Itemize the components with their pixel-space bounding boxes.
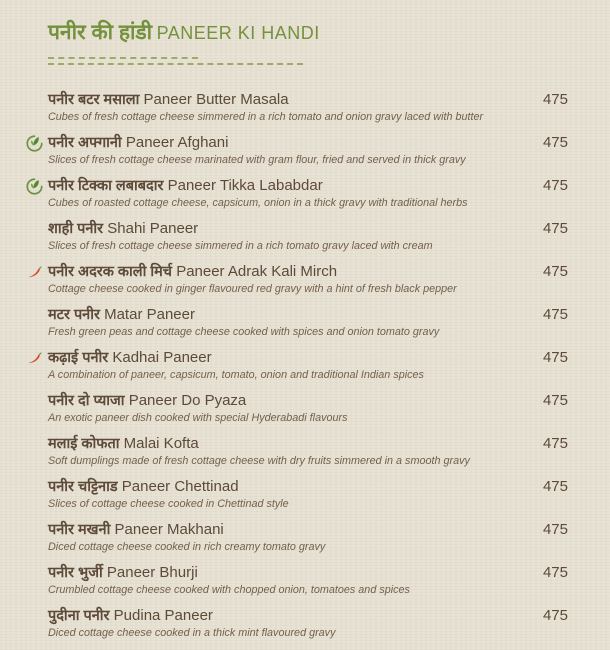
item-title-hindi: कढ़ाई पनीर (48, 350, 109, 366)
item-row (48, 477, 568, 497)
menu-item (48, 262, 568, 296)
item-description: Slices of fresh cottage cheese simmered in a rich tomato gravy laced with cream (48, 240, 433, 252)
menu-item (48, 133, 568, 167)
item-price: 475 (542, 564, 568, 581)
item-price: 475 (542, 392, 568, 409)
item-description: A combination of paneer, capsicum, tomato, onion and traditional Indian spices (48, 369, 424, 381)
menu-item (48, 563, 568, 597)
item-price: 475 (542, 478, 568, 495)
item-title (48, 434, 531, 454)
item-title (48, 133, 531, 153)
item-title-hindi: पनीर भुर्जी (48, 565, 103, 581)
item-title-hindi: पनीर अदरक काली मिर्च (48, 264, 173, 280)
item-title (48, 477, 531, 497)
item-title-hindi: मलाई कोफता (48, 436, 120, 452)
item-icon-slot (26, 436, 43, 453)
menu-item (48, 219, 568, 253)
item-row (48, 348, 568, 368)
item-icon-slot (26, 264, 43, 281)
item-row (48, 176, 568, 196)
item-title-english: Matar Paneer (104, 306, 195, 323)
item-title (48, 262, 531, 282)
item-price: 475 (542, 91, 568, 108)
menu-list (48, 90, 568, 640)
item-title-english: Paneer Adrak Kali Mirch (176, 263, 338, 280)
item-title (48, 90, 531, 110)
menu-item (48, 348, 568, 382)
item-icon-slot (26, 393, 43, 410)
item-icon-slot (26, 307, 43, 324)
item-title-english: Malai Kofta (123, 435, 199, 452)
item-row (48, 305, 568, 325)
item-description: Slices of fresh cottage cheese marinated with gram flour, fried and served in thick gravy (48, 154, 466, 166)
item-row (48, 563, 568, 583)
item-description: Fresh green peas and cottage cheese cooked with spices and onion tomato gravy (48, 326, 440, 338)
item-title-hindi: पनीर अफ्गानी (48, 135, 122, 151)
spicy-chili-icon (26, 264, 43, 281)
item-title-hindi: पनीर दो प्याजा (48, 393, 125, 409)
item-row (48, 90, 568, 110)
item-title-hindi: पनीर बटर मसाला (48, 92, 140, 108)
page-title (48, 18, 568, 46)
item-title-english: Paneer Tikka Lababdar (167, 177, 323, 194)
item-price: 475 (542, 134, 568, 151)
item-icon-slot (26, 479, 43, 496)
menu-item (48, 434, 568, 468)
item-price: 475 (542, 263, 568, 280)
item-title-hindi: पनीर टिक्का लबाबदार (48, 178, 164, 194)
item-icon-slot (26, 178, 43, 195)
item-title-hindi: पुदीना पनीर (48, 608, 110, 624)
menu-item (48, 477, 568, 511)
veg-leaf-icon (26, 178, 43, 195)
item-description: Cubes of fresh cottage cheese simmered in a rich tomato and onion gravy laced with butter (48, 111, 484, 123)
item-price: 475 (542, 435, 568, 452)
item-title (48, 563, 531, 583)
item-description: Diced cottage cheese cooked in a thick mint flavoured gravy (48, 627, 336, 639)
item-icon-slot (26, 135, 43, 152)
item-title-english: Paneer Afghani (125, 134, 229, 151)
item-price: 475 (542, 521, 568, 538)
item-description: Cubes of roasted cottage cheese, capsicum, onion in a thick gravy with traditional herbs (48, 197, 468, 209)
item-title (48, 219, 531, 239)
item-price: 475 (542, 177, 568, 194)
item-description: An exotic paneer dish cooked with special Hyderabadi flavours (48, 412, 348, 424)
item-title-english: Paneer Butter Masala (143, 91, 289, 108)
item-title-hindi: पनीर मखनी (48, 522, 111, 538)
item-title-hindi: पनीर चट्टिनाड (48, 479, 118, 495)
item-price: 475 (542, 220, 568, 237)
item-row (48, 262, 568, 282)
item-title (48, 606, 531, 626)
item-row (48, 606, 568, 626)
item-icon-slot (26, 92, 43, 109)
item-title-hindi: शाही पनीर (48, 221, 104, 237)
menu-item (48, 391, 568, 425)
menu-item (48, 90, 568, 124)
item-title-english: Paneer Bhurji (106, 564, 198, 581)
item-title-english: Paneer Chettinad (121, 478, 239, 495)
item-title (48, 520, 531, 540)
item-title-english: Paneer Do Pyaza (128, 392, 247, 409)
item-icon-slot (26, 522, 43, 539)
item-description: Diced cottage cheese cooked in rich creamy tomato gravy (48, 541, 326, 553)
page-title-english: PANEER KI HANDI (156, 23, 320, 43)
item-title-hindi: मटर पनीर (48, 307, 100, 323)
item-title (48, 176, 531, 196)
divider-dashed-long (48, 63, 303, 65)
menu-item (48, 520, 568, 554)
page-title-hindi: पनीर की हांडी (48, 21, 153, 44)
item-row (48, 133, 568, 153)
menu-item (48, 606, 568, 640)
item-icon-slot (26, 565, 43, 582)
item-price: 475 (542, 607, 568, 624)
item-title-english: Shahi Paneer (107, 220, 199, 237)
item-title (48, 348, 531, 368)
item-row (48, 219, 568, 239)
item-title (48, 305, 531, 325)
menu-item (48, 305, 568, 339)
item-price: 475 (542, 349, 568, 366)
item-title-english: Pudina Paneer (113, 607, 213, 624)
item-description: Cottage cheese cooked in ginger flavoured red gravy with a hint of fresh black pepper (48, 283, 457, 295)
item-price: 475 (542, 306, 568, 323)
spicy-chili-icon (26, 350, 43, 367)
item-row (48, 434, 568, 454)
item-description: Slices of cottage cheese cooked in Chettinad style (48, 498, 289, 510)
item-description: Crumbled cottage cheese cooked with chopped onion, tomatoes and spices (48, 584, 410, 596)
divider-dashed-short (48, 57, 198, 59)
item-title-english: Kadhai Paneer (112, 349, 212, 366)
item-icon-slot (26, 221, 43, 238)
item-icon-slot (26, 608, 43, 625)
item-title-english: Paneer Makhani (114, 521, 224, 538)
menu-item (48, 176, 568, 210)
item-row (48, 391, 568, 411)
veg-leaf-icon (26, 135, 43, 152)
item-description: Soft dumplings made of fresh cottage cheese with dry fruits simmered in a smooth gravy (48, 455, 470, 467)
item-icon-slot (26, 350, 43, 367)
item-row (48, 520, 568, 540)
item-title (48, 391, 531, 411)
